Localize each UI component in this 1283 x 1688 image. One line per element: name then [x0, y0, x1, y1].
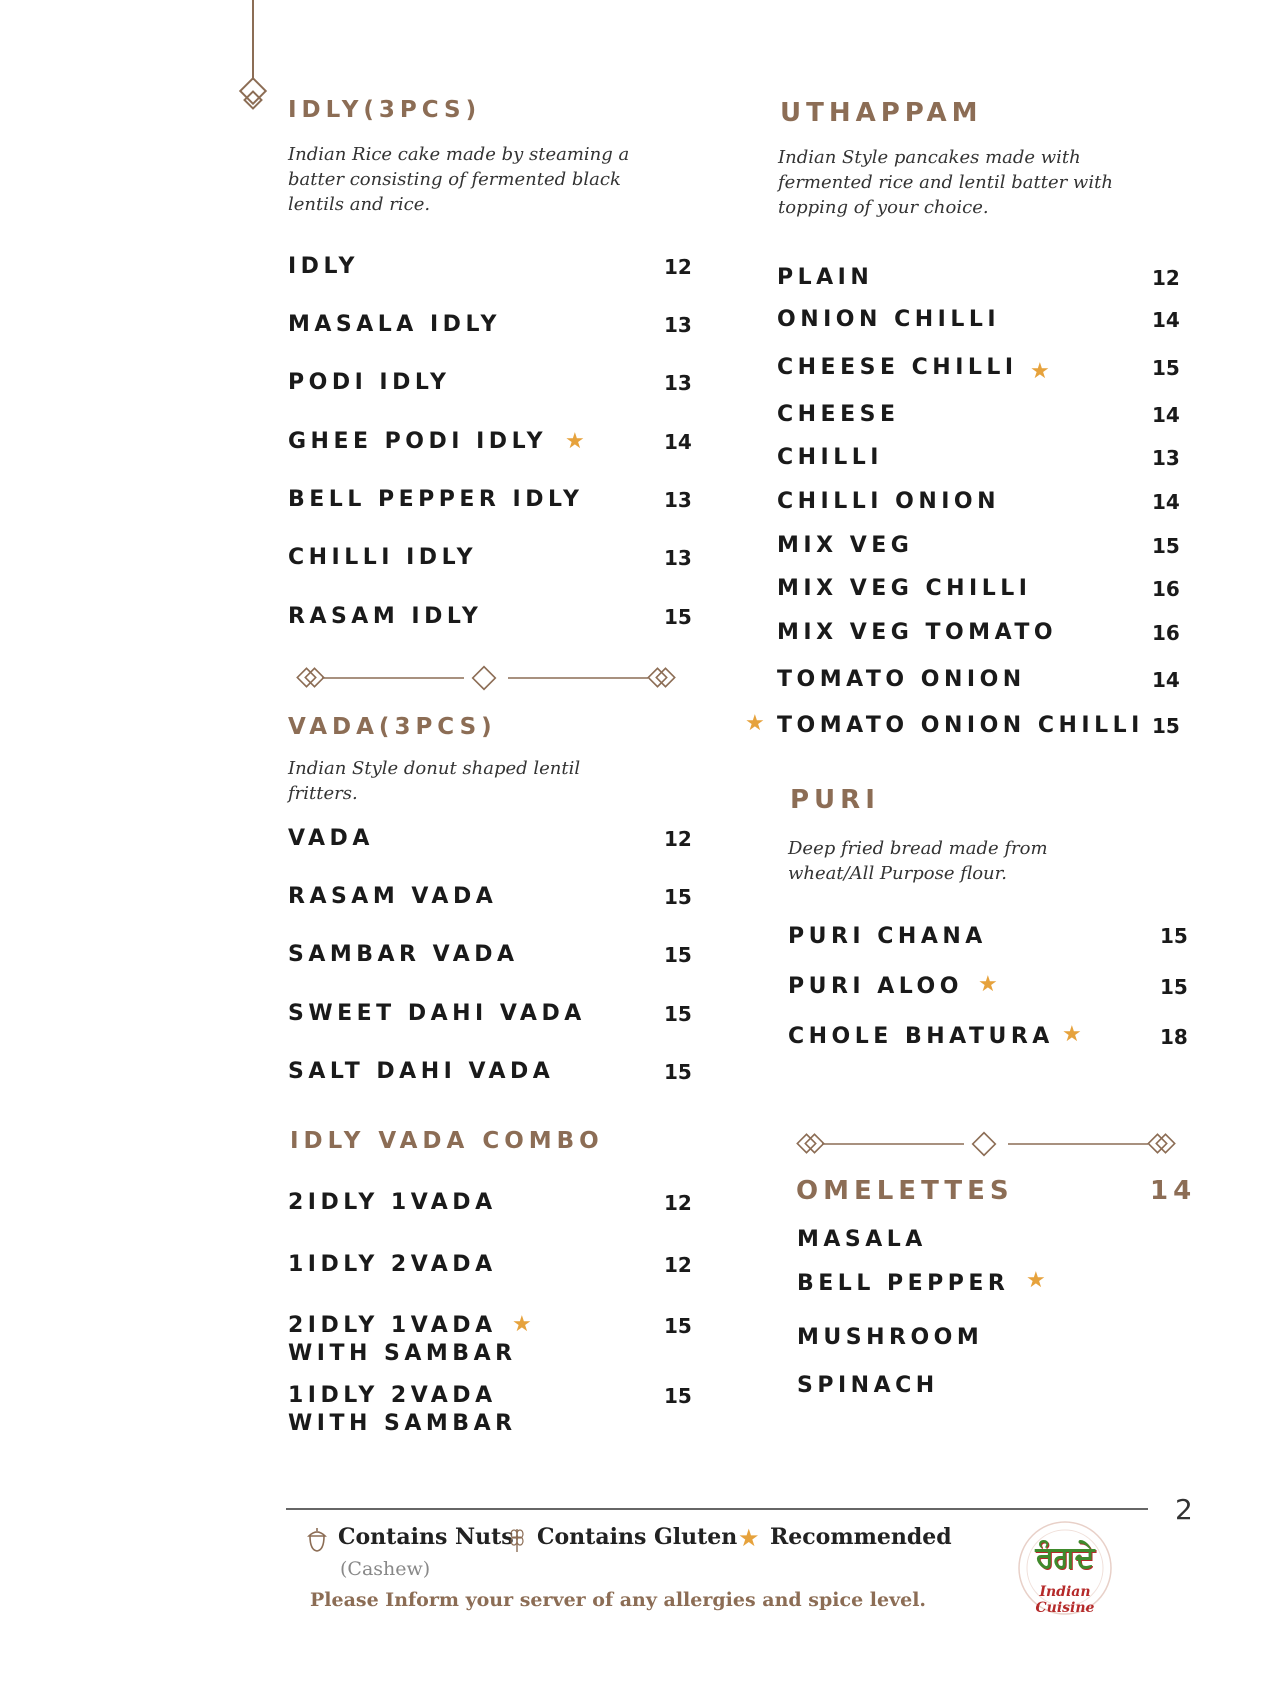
menu-item-name: 1IDLY 2VADA	[288, 1383, 497, 1408]
star-icon: ★	[1062, 1022, 1082, 1047]
legend-nuts: Contains Nuts	[338, 1524, 514, 1550]
menu-item-price: 16	[1152, 621, 1180, 645]
menu-item-price: 12	[664, 827, 692, 851]
menu-item-name: MIX VEG TOMATO	[777, 620, 1058, 645]
menu-item-name: MASALA	[797, 1227, 927, 1252]
menu-item-name: VADA	[288, 826, 374, 851]
menu-item-name: 2IDLY 1VADA	[288, 1190, 497, 1215]
menu-item-price: 18	[1160, 1025, 1188, 1049]
menu-item-price: 14	[1152, 668, 1180, 692]
menu-item-price: 15	[664, 605, 692, 629]
menu-item-price: 15	[1152, 714, 1180, 738]
menu-item-price: 13	[664, 546, 692, 570]
menu-item-name: PURI ALOO	[788, 974, 963, 999]
menu-item-price: 13	[664, 488, 692, 512]
omelettes-title: OMELETTES	[796, 1176, 1014, 1206]
menu-item-name: MUSHROOM	[797, 1325, 984, 1350]
menu-item-price: 15	[1160, 975, 1188, 999]
diamond-ornament-icon	[796, 1130, 1181, 1158]
vada-title: VADA(3PCS)	[288, 714, 497, 740]
menu-item-price: 15	[664, 1060, 692, 1084]
menu-item-name: ONION CHILLI	[777, 307, 1001, 332]
menu-item-price: 15	[664, 885, 692, 909]
menu-item-name: SPINACH	[797, 1373, 939, 1398]
menu-item-name: 1IDLY 2VADA	[288, 1252, 497, 1277]
menu-item-price: 14	[1152, 403, 1180, 427]
menu-item-name-line2: WITH SAMBAR	[288, 1341, 517, 1366]
idly-title: IDLY(3PCS)	[288, 97, 482, 123]
legend-gluten: Contains Gluten	[537, 1524, 738, 1550]
menu-item-name: CHOLE BHATURA	[788, 1024, 1054, 1049]
menu-item-price: 13	[664, 371, 692, 395]
menu-item-price: 14	[1152, 308, 1180, 332]
star-icon: ★	[738, 1524, 760, 1552]
logo-script: ਰੰਗਦੇ	[1035, 1540, 1095, 1575]
menu-item-name: CHEESE	[777, 402, 900, 427]
menu-item-name: IDLY	[288, 254, 359, 279]
menu-item-name: 2IDLY 1VADA	[288, 1313, 497, 1338]
menu-item-price: 13	[664, 313, 692, 337]
star-icon: ★	[512, 1312, 532, 1337]
menu-item-name: BELL PEPPER IDLY	[288, 487, 584, 512]
star-icon: ★	[1026, 1268, 1046, 1293]
diamond-ornament-icon	[296, 664, 681, 692]
menu-item-name: RASAM VADA	[288, 884, 498, 909]
menu-item-name: BELL PEPPER	[797, 1271, 1010, 1296]
menu-item-price: 15	[1160, 924, 1188, 948]
menu-item-price: 15	[664, 1002, 692, 1026]
menu-item-name: CHILLI ONION	[777, 489, 1001, 514]
menu-item-name: PLAIN	[777, 265, 874, 290]
footer-rule	[286, 1508, 1148, 1510]
menu-item-name: TOMATO ONION CHILLI	[777, 713, 1144, 738]
menu-item-name: MASALA IDLY	[288, 312, 501, 337]
star-icon: ★	[745, 711, 765, 736]
menu-item-name: GHEE PODI IDLY	[288, 429, 548, 454]
uthappam-description: Indian Style pancakes made with fermented rice and lentil batter with topping of your choice.	[778, 147, 1113, 218]
menu-item-name: RASAM IDLY	[288, 604, 483, 629]
menu-item-price: 13	[1152, 446, 1180, 470]
section-divider	[796, 1130, 1181, 1162]
menu-item-price: 15	[664, 1314, 692, 1338]
wheat-icon	[509, 1525, 525, 1557]
diamond-ornament-icon	[238, 0, 268, 120]
menu-item-price: 12	[664, 255, 692, 279]
omelettes-price: 14	[1150, 1176, 1197, 1206]
menu-item-name: CHEESE CHILLI	[777, 355, 1018, 380]
menu-item-name-line2: WITH SAMBAR	[288, 1411, 517, 1436]
menu-item-price: 15	[1152, 534, 1180, 558]
menu-item-price: 15	[664, 1384, 692, 1408]
allergy-note: Please Inform your server of any allergies and spice level.	[310, 1589, 927, 1611]
star-icon: ★	[978, 972, 998, 997]
menu-item-price: 16	[1152, 577, 1180, 601]
menu-item-price: 14	[664, 430, 692, 454]
menu-item-price: 12	[1152, 266, 1180, 290]
menu-item-name: SAMBAR VADA	[288, 942, 519, 967]
uthappam-title: UTHAPPAM	[780, 98, 983, 128]
star-icon: ★	[1030, 359, 1050, 384]
top-ornament	[238, 0, 268, 120]
menu-item-price: 15	[664, 943, 692, 967]
restaurant-logo	[1000, 1518, 1130, 1618]
idly-description: Indian Rice cake made by steaming a batter consisting of fermented black lentils and rice.	[288, 144, 630, 215]
logo-subtitle: Indian Cuisine	[1035, 1584, 1095, 1616]
legend-nuts-note: (Cashew)	[340, 1558, 431, 1580]
vada-description: Indian Style donut shaped lentil fritters.	[288, 758, 581, 804]
acorn-icon	[306, 1526, 328, 1556]
puri-description: Deep fried bread made from wheat/All Purpose flour.	[788, 838, 1048, 884]
menu-item-name: CHILLI	[777, 445, 883, 470]
menu-item-name: SWEET DAHI VADA	[288, 1001, 586, 1026]
menu-item-name: PURI CHANA	[788, 924, 987, 949]
section-divider	[296, 664, 681, 696]
menu-item-name: MIX VEG CHILLI	[777, 576, 1032, 601]
puri-title: PURI	[790, 785, 880, 815]
star-icon: ★	[565, 429, 585, 454]
menu-item-price: 12	[664, 1253, 692, 1277]
menu-item-name: SALT DAHI VADA	[288, 1059, 555, 1084]
combo-title: IDLY VADA COMBO	[290, 1128, 604, 1154]
menu-item-name: MIX VEG	[777, 533, 914, 558]
menu-item-price: 14	[1152, 490, 1180, 514]
menu-item-name: TOMATO ONION	[777, 667, 1026, 692]
menu-item-price: 12	[664, 1191, 692, 1215]
menu-item-name: PODI IDLY	[288, 370, 451, 395]
menu-item-name: CHILLI IDLY	[288, 545, 478, 570]
page-number: 2	[1175, 1493, 1193, 1526]
legend-recommended: Recommended	[770, 1524, 952, 1550]
menu-item-price: 15	[1152, 356, 1180, 380]
